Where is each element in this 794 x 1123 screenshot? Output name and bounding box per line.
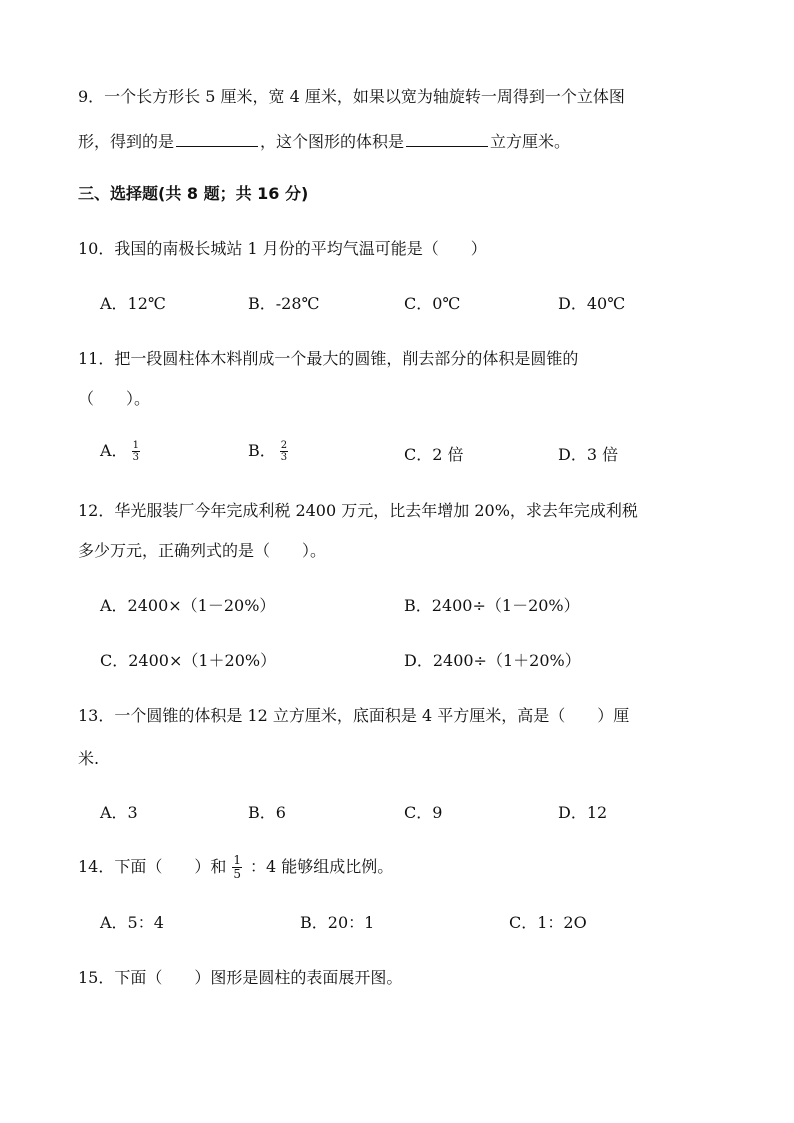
q14-option-b[interactable]: B．20：1 (300, 913, 375, 932)
q10-stem: 10．我国的南极长城站 1 月份的平均气温可能是（ ） (78, 239, 487, 258)
q9-text-c: 立方厘米。 (490, 132, 571, 151)
q12-stem-line1: 12．华光服装厂今年完成利税 2400 万元，比去年增加 20%，求去年完成利税 (78, 501, 638, 520)
q9-text-b: ，这个图形的体积是 (260, 132, 405, 151)
q12-stem-line2: 多少万元，正确列式的是（ ）。 (78, 541, 327, 560)
q11-option-c[interactable]: C．2 倍 (404, 445, 464, 464)
q14-stem-a: 14．下面（ ）和 (78, 857, 227, 876)
q11-option-b-label: B． (248, 441, 276, 460)
q12-option-c[interactable]: C．2400×（1＋20%） (100, 651, 277, 670)
fraction-one-fifth: $\frac{1}{5}$ (233, 853, 242, 881)
q11-option-d[interactable]: D．3 倍 (558, 445, 619, 464)
q9-text-a: 形，得到的是 (78, 132, 175, 151)
q9-blank-volume[interactable] (406, 130, 488, 147)
q10-option-d[interactable]: D．40℃ (558, 294, 626, 313)
q13-option-d[interactable]: D．12 (558, 803, 608, 822)
q14-stem-b: ：4 能够组成比例。 (250, 857, 394, 876)
q13-option-a[interactable]: A．3 (100, 803, 138, 822)
q14-stem (78, 854, 393, 881)
q12-option-b[interactable]: B．2400÷（1－20%） (404, 596, 580, 615)
q11-option-b[interactable] (248, 440, 288, 463)
q11-option-a-label: A． (100, 441, 128, 460)
q13-stem-line1: 13．一个圆锥的体积是 12 立方厘米，底面积是 4 平方厘米，高是（ ）厘 (78, 706, 630, 725)
q14-option-a[interactable]: A．5：4 (100, 913, 164, 932)
fraction-two-thirds: $\frac{2}{3}$ (280, 440, 288, 463)
q13-option-b[interactable]: B．6 (248, 803, 286, 822)
q14-option-c[interactable]: C．1：2O (509, 913, 587, 932)
q13-stem-line2: 米. (78, 749, 100, 768)
q11-option-a[interactable] (100, 440, 140, 463)
q11-stem-line1: 11．把一段圆柱体木料削成一个最大的圆锥，削去部分的体积是圆锥的 (78, 349, 579, 368)
q10-option-b[interactable]: B．-28℃ (248, 294, 320, 313)
q13-option-c[interactable]: C．9 (404, 803, 443, 822)
q9-blank-shape[interactable] (176, 130, 258, 147)
section-title: 三、选择题(共 8 题；共 16 分) (78, 184, 309, 203)
q9-line2 (78, 130, 570, 153)
q11-stem-line2: （ ）。 (78, 389, 151, 408)
q12-option-d[interactable]: D．2400÷（1＋20%） (404, 651, 581, 670)
q9-line1: 9．一个长方形长 5 厘米，宽 4 厘米，如果以宽为轴旋转一周得到一个立体图 (78, 87, 625, 106)
q10-option-c[interactable]: C．0℃ (404, 294, 461, 313)
q10-option-a[interactable]: A．12℃ (100, 294, 166, 313)
fraction-one-third: $\frac{1}{3}$ (132, 440, 139, 463)
q15-stem: 15．下面（ ）图形是圆柱的表面展开图。 (78, 968, 403, 987)
q12-option-a[interactable]: A．2400×（1－20%） (100, 596, 276, 615)
